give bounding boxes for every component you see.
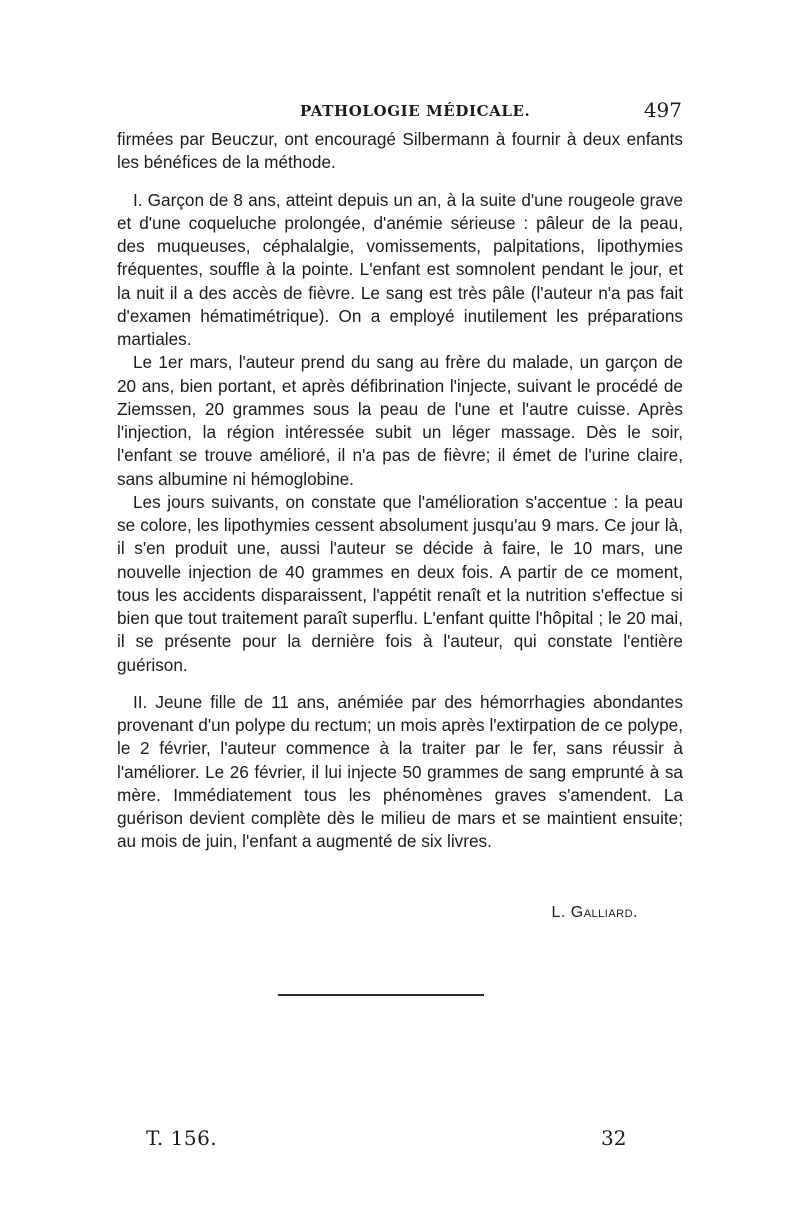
author-initial: L. <box>551 904 566 921</box>
signature-mark: 32 <box>601 1126 627 1150</box>
article-body <box>117 128 683 854</box>
author-name: Galliard. <box>570 904 638 921</box>
paragraph-case-1-treatment: Le 1er mars, l'auteur prend du sang au frère du malade, un garçon de 20 ans, bien portant, et après défibrination l'injecte, suivant le procédé de Ziemssen, 20 grammes sous la peau de l'une et l'autre cuisse. Après l'injection, la région intéressée subit un léger massage. Dès le soir, l'enfant se trouve amélioré, il n'a pas de fièvre; il émet de l'urine claire, sans albumine ni hémoglobine. <box>117 352 683 489</box>
section-divider <box>278 994 484 996</box>
page-number: 497 <box>643 98 682 122</box>
author-signature <box>551 904 638 922</box>
paragraph-case-1: I. Garçon de 8 ans, atteint depuis un an, à la suite d'une rougeole grave et d'une coqueluche prolongée, d'anémie sérieuse : pâleur de la peau, des muqueuses, céphalalgie, vomissements, palpitations, lipothymies fréquentes, souffle à la pointe. L'enfant est somnolent pendant le jour, et la nuit il a des accès de fièvre. Le sang est très pâle (l'auteur n'a pas fait d'examen hématimétrique). On a employé inutilement les préparations martiales. <box>117 189 683 349</box>
running-header <box>0 100 800 124</box>
paragraph-intro: firmées par Beuczur, ont encouragé Silbermann à fournir à deux enfants les bénéfices de la méthode. <box>117 129 683 173</box>
volume-number: T. 156. <box>146 1126 218 1150</box>
paragraph-case-1-outcome: Les jours suivants, on constate que l'amélioration s'accentue : la peau se colore, les lipothymies cessent absolument jusqu'au 9 mars. Ce jour là, il s'en produit une, aussi l'auteur se décide à faire, le 10 mars, une nouvelle injection de 40 grammes en deux fois. A partir de ce moment, tous les accidents disparaissent, l'appétit renaît et la nutrition s'effectue si bien que tout traitement paraît superflu. L'enfant quitte l'hôpital ; le 20 mai, il se présente pour la dernière fois à l'auteur, qui constate l'entière guérison. <box>117 491 683 675</box>
paragraph-case-2: II. Jeune fille de 11 ans, anémiée par des hémorrhagies abondantes provenant d'un polype du rectum; un mois après l'extirpation de ce polype, le 2 février, l'auteur commence à la traiter par le fer, sans réussir à l'améliorer. Le 26 février, il lui injecte 50 grammes de sang emprunté à sa mère. Immédiatement tous les phénomènes graves s'amendent. La guérison devient complète dès le milieu de mars et se maintient ensuite; au mois de juin, l'enfant a augmenté de six livres. <box>117 691 683 852</box>
running-title: PATHOLOGIE MÉDICALE. <box>300 102 531 120</box>
